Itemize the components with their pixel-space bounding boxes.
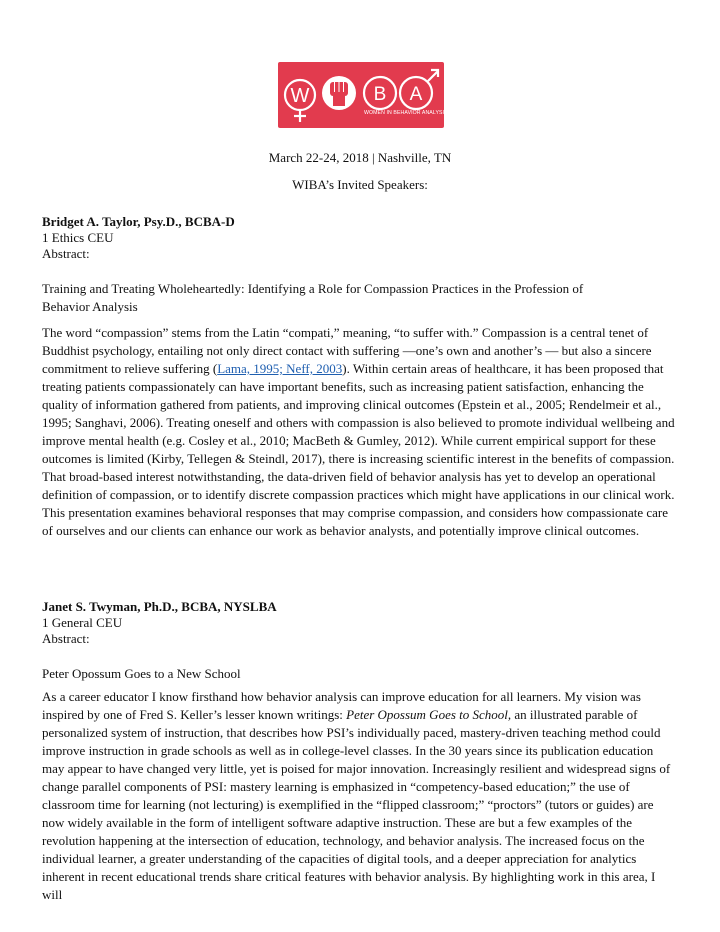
abstract-body <box>42 324 678 540</box>
talk-title-line: Behavior Analysis <box>42 299 138 314</box>
abstract-label: Abstract: <box>42 246 90 261</box>
logo-letter-b: B <box>373 84 387 105</box>
speaker-ceu: 1 Ethics CEU <box>42 230 114 245</box>
event-date-location: March 22-24, 2018 | Nashville, TN <box>268 150 452 165</box>
logo-subtitle: WOMEN IN BEHAVIOR ANALYSIS <box>364 110 448 116</box>
abstract-label: Abstract: <box>42 631 90 646</box>
citation-link[interactable]: Lama, 1995; Neff, 2003 <box>217 361 343 376</box>
wiba-logo <box>278 62 448 128</box>
talk-title-line: Peter Opossum Goes to a New School <box>42 666 241 681</box>
logo-letter-w: W <box>290 85 310 107</box>
talk-title-line: Training and Treating Wholeheartedly: Identifying a Role for Compassion Practices in the Profession of <box>42 281 584 296</box>
section-heading: WIBA’s Invited Speakers: <box>292 177 428 192</box>
wiba-logo-letters <box>278 62 448 128</box>
abstract-body <box>42 688 678 904</box>
abstract-text: ). Within certain areas of healthcare, it has been proposed that treating patients compassionately can have important benefits, such as increasing patient satisfaction, enhancing the quality of information gathered from patients, and improving clinical outcomes (Epstein et al., 2005; Rendelmeir et al., 1995; Sanghavi, 2006). Treating oneself and others with compassion is also believed to promote individual wellbeing and improve mental health (e.g. Cosley et al., 2010; MacBeth & Gumley, 2012). While current empirical support for these outcomes is limited (Kirby, Tellegen & Steindl, 2017), there is increasing scientific interest in the benefits of compassion. That broad-based interest notwithstanding, the data-driven field of behavior analysis has yet to develop an operational definition of compassion, or to identify discrete compassion practices which might have applications in our clinical work. This presentation examines behavioral responses that may comprise compassion, and considers how compassionate care of ourselves and our clients can enhance our work as behavior analysts, and potentially improve clinical outcomes. <box>42 361 675 538</box>
speaker-name: Janet S. Twyman, Ph.D., BCBA, NYSLBA <box>42 599 277 614</box>
logo-letter-a: A <box>409 84 423 105</box>
abstract-text: As a career educator I know firsthand how behavior analysis can improve education for all learners. My vision was inspired by one of Fred S. Keller’s lesser known writings: <box>42 689 641 722</box>
speaker-name: Bridget A. Taylor, Psy.D., BCBA-D <box>42 214 235 229</box>
abstract-text: an illustrated parable of personalized system of instruction, that describes how PSI’s individually paced, mastery-driven teaching method could improve instruction in grade schools as well as in college-level classes. In the 30 years since its publication education may appear to have changed very little, yet is poised for major innovation. Increasingly resilient and widespread signs of change parallel components of PSI: mastery learning is emphasized in “competency-based education;” the use of classroom time for learning (not lecturing) is exemplified in the “flipped classroom;” “proctors” (tutors or guides) are now widely available in the form of intelligent software adaptive instruction. These are but a few examples of the revolution happening at the intersection of education, technology, and behavior analysis. The increased focus on the individual learner, a greater understanding of the capacities of digital tools, and a deeper appreciation for analytics inherent in recent educational trends share critical features with behavior analysis. By highlighting work in this area, I will <box>42 707 671 902</box>
abstract-text: The word “compassion” stems from the Latin “compati,” meaning, “to suffer with.” Compassion is a central tenet of Buddhist psychology, entailing not only direct contact with suffering —one’s own and another’s — but also a sincere commitment to relieve suffering ( <box>42 325 652 376</box>
book-title: Peter Opossum Goes to School, <box>346 707 512 722</box>
speaker-ceu: 1 General CEU <box>42 615 123 630</box>
